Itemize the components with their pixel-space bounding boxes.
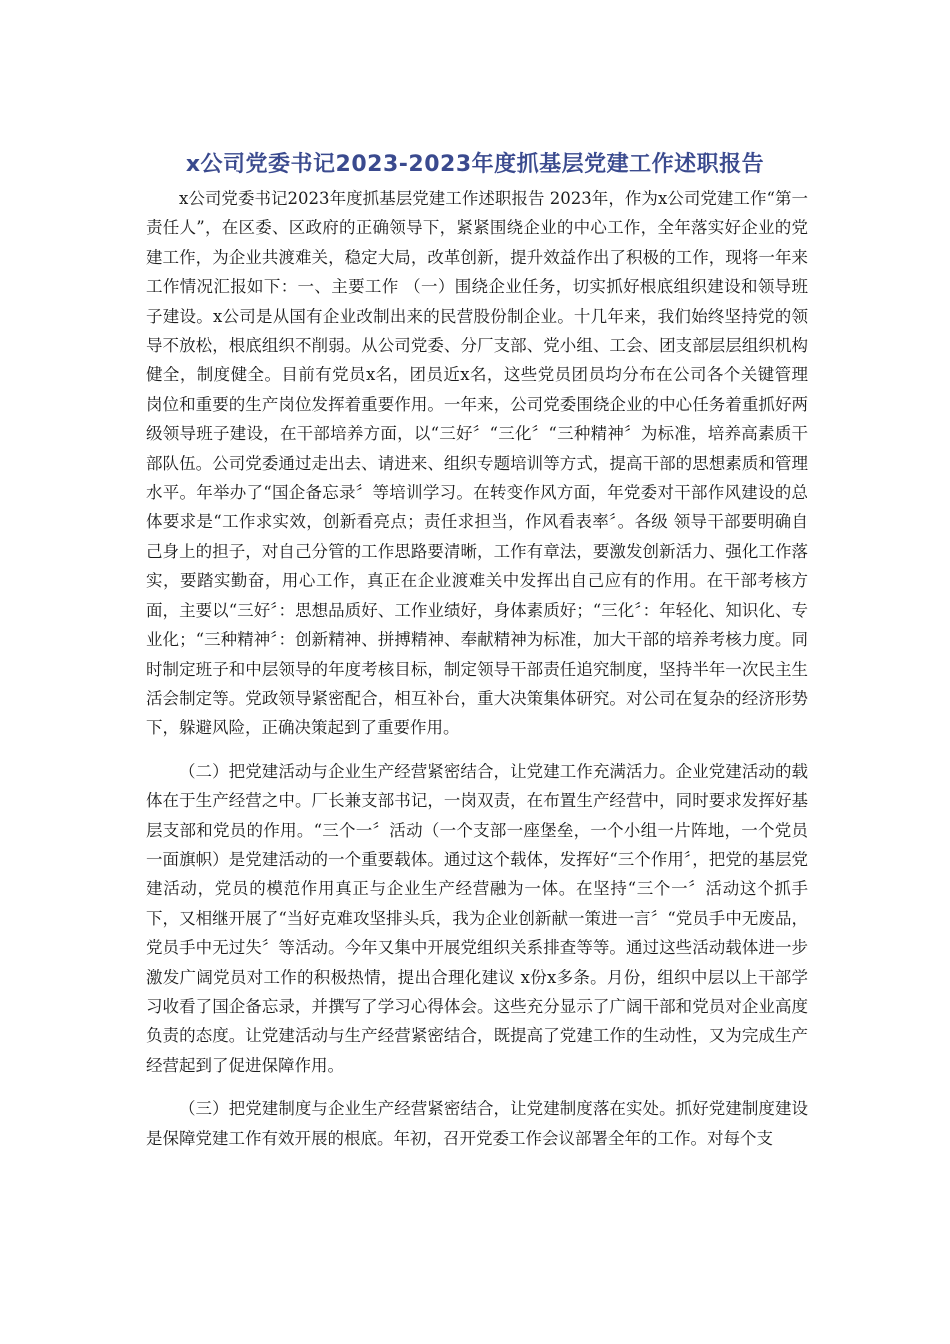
document-title: x公司党委书记2023-2023年度抓基层党建工作述职报告	[185, 151, 765, 177]
paragraph-3: （三）把党建制度与企业生产经营紧密结合，让党建制度落在实处。抓好党建制度建设是保障党建工作有效开展的根底。年初，召开党委工作会议部署全年的工作。对每个支	[146, 1099, 808, 1148]
document-body	[146, 184, 808, 1153]
paragraph-1: x公司党委书记2023年度抓基层党建工作述职报告 2023年，作为x公司党建工作“第一责任人”，在区委、区政府的正确领导下，紧紧围绕企业的中心工作，全年落实好企业的党建工作，为企业共渡难关，稳定大局，改革创新，提升效益作出了积极的工作，现将一年来工作情况汇报如下：一、主要工作 （一）围绕企业任务，切实抓好根底组织建设和领导班子建设。x公司是从国有企业改制出来的民营股份制企业。十几年来，我们始终坚持党的领导不放松，根底组织不削弱。从公司党委、分厂支部、党小组、工会、团支部层层组织机构健全，制度健全。目前有党员x名，团员近x名，这些党员团员均分布在公司各个关键管理岗位和重要的生产岗位发挥着重要作用。一年来，公司党委围绕企业的中心任务着重抓好两级领导班子建设，在干部培养方面，以“三好〞“三化〞“三种精神〞为标准，培养高素质干部队伍。公司党委通过走出去、请进来、组织专题培训等方式，提高干部的思想素质和管理水平。年举办了“国企备忘录〞等培训学习。在转变作风方面，年党委对干部作风建设的总体要求是“工作求实效，创新看亮点；责任求担当，作风看表率〞。各级 领导干部要明确自己身上的担子，对自己分管的工作思路要清晰，工作有章法，要激发创新活力、强化工作落实，要踏实勤奋，用心工作，真正在企业渡难关中发挥出自己应有的作用。在干部考核方面，主要以“三好〞：思想品质好、工作业绩好，身体素质好；“三化〞：年轻化、知识化、专业化；“三种精神〞：创新精神、拼搏精神、奉献精神为标准，加大干部的培养考核力度。同时制定班子和中层领导的年度考核目标，制定领导干部责任追究制度，坚持半年一次民主生活会制定等。党政领导紧密配合，相互补台，重大决策集体研究。对公司在复杂的经济形势下，躲避风险，正确决策起到了重要作用。	[146, 189, 808, 738]
paragraph-2: （二）把党建活动与企业生产经营紧密结合，让党建工作充满活力。企业党建活动的载体在于生产经营之中。厂长兼支部书记，一岗双责，在布置生产经营中，同时要求发挥好基层支部和党员的作用。“三个一〞活动（一个支部一座堡垒，一个小组一片阵地，一个党员一面旗帜）是党建活动的一个重要载体。通过这个载体，发挥好“三个作用〞，把党的基层党建活动，党员的模范作用真正与企业生产经营融为一体。在坚持“三个一〞活动这个抓手下，又相继开展了“当好克难攻坚排头兵，我为企业创新献一策进一言〞“党员手中无废品，党员手中无过失〞等活动。今年又集中开展党组织关系排查等等。通过这些活动载体进一步激发广阔党员对工作的积极热情，提出合理化建议 x份x多条。月份，组织中层以上干部学习收看了国企备忘录，并撰写了学习心得体会。这些充分显示了广阔干部和党员对企业高度负责的态度。让党建活动与生产经营紧密结合，既提高了党建工作的生动性，又为完成生产经营起到了促进保障作用。	[146, 761, 808, 1075]
